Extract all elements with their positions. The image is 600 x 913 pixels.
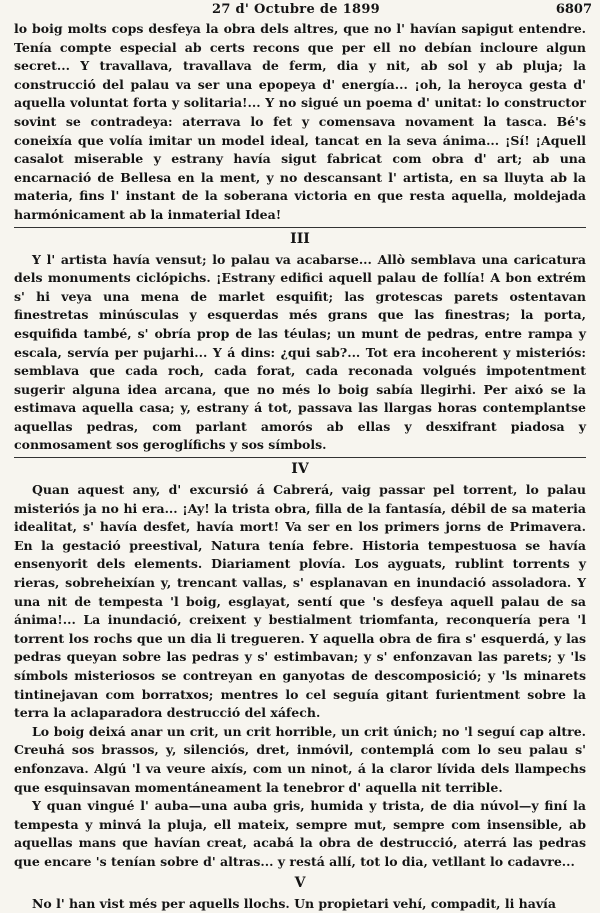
paragraph-s2-p2: Y quan vingué l' auba—una auba gris, humida y trista, de dia núvol—y finí la tempesta y minvá la pluja, ell mateix, sempre mut, sempre com insensible, ab aquellas mans que havían creat, acabá la obra de destrucció, aterrá las pedras que encare 's tenían sobre d' altras... y restá allí, tot lo dia, vetllant lo cadavre... [14, 798, 586, 869]
paragraph-s2-p1: Lo boig deixá anar un crit, un crit horrible, un crit únich; no 'l seguí cap altre. Creuhá sos brassos, y, silenciós, dret, inmóvil, contemplá com lo seu palau s' enfonzava. Algú 'l va veure aixís, com un ninot, á la claror lívida dels llampechs que esquinsavan momentáneament la tenebror d' aquella nit terrible. [14, 723, 586, 795]
section-heading-iv: IV [291, 461, 309, 478]
text-column [14, 20, 586, 913]
section-rule [14, 227, 586, 228]
paragraph-s3-p0: No l' han vist més per aquells llochs. Un propietari vehí, compadit, li havía [32, 895, 556, 911]
paragraph-s0-p0: lo boig molts cops desfeya la obra dels altres, que no l' havían sapigut entendre. Tenía compte especial ab certs recons que per ell no debían incloure algun secret... Y travallava, travallava de ferm, dia y nit, ab sol y ab pluja; la construcció del palau va ser una epopeya d' energía... ¡oh, la heroyca gesta d' aquella voluntat forta y solitaria!... Y no sigué un poema d' unitat: lo constructor sovint se contradeya: aterrava lo fet y comensava novament la tasca. Bé's coneixía que volía imitar un model ideal, tancat en la seva ánima... ¡Sí! ¡Aquell casalot miserable y estrany havía sigut fabricat com obra d' art; ab una encarnació de Bellesa en la ment, y no descansant l' artista, en sa lluyta ab la materia, fins l' instant de la soberana victoria en que resta aquella, moldejada harmónicament ab la inmaterial Idea! [14, 21, 586, 222]
page-number: 6807 [555, 2, 592, 17]
section-heading-iii: III [290, 230, 310, 247]
paragraph-s2-p0: Quan aquest any, d' excursió á Cabrerá, vaig passar pel torrent, lo palau misteriós ja no hi era... ¡Ay! la trista obra, filla de la fantasía, débil de sa materia idealitat, s' havía desfet, havía mort! Va ser en los primers jorns de Primavera. En la gestació preestival, Natura tenía febre. Historia tempestuosa se havía ensenyorit dels elements. Diariament plovía. Los ayguats, rublint torrents y rieras, sobreheixían y, trencant vallas, s' esplanavan en inundació assoladora. Y una nit de tempesta 'l boig, esglayat, sentí que 's desfeya aquell palau de sa ánima!... La inundació, creixent y bestialment triomfanta, reconquería pera 'l torrent los rochs que un dia li tregueren. Y aquella obra de fira s' esquerdá, y las pedras queyan sobre las pedras y s' estimbavan; y s' enfonzavan las parets; y 'ls símbols misteriosos se contreyan en ganyotas de descomposició; y 'ls minarets tintinejavan com borratxos; mentres lo cel seguía gitant furientment sobre la terra la aclaparadora destrucció del xáfech. [14, 482, 586, 721]
running-header [0, 2, 600, 22]
section-rule [14, 457, 586, 458]
section-heading-v: V [294, 874, 306, 891]
issue-date: 27 d' Octubre de 1899 [212, 2, 381, 17]
paragraph-s1-p0: Y l' artista havía vensut; lo palau va acabarse... Allò semblava una caricatura dels monuments ciclópichs. ¡Estrany edifici aquell palau de follía! A bon extrém s' hi veya una mena de marlet esquifit; las grotescas parets ostentavan finestretas minúsculas y esquerdas més grans que las finestras; la porta, esquifida també, s' obría prop de las téulas; un munt de pedras, entre rampa y escala, servía per pujarhi... Y á dins: ¿qui sab?... Tot era incoherent y misteriós: semblava que cada roch, cada forat, cada reconada volgués impotentment sugerir alguna idea arcana, que no més lo boig sabía llegirhi. Per aixó se la estimava aquella casa; y, estrany á tot, passava las llargas horas contemplantse aquellas pedras, com parlant amorós ab ellas y desxifrant piadosa y conmosament sos geroglífichs y sos símbols. [14, 251, 586, 453]
